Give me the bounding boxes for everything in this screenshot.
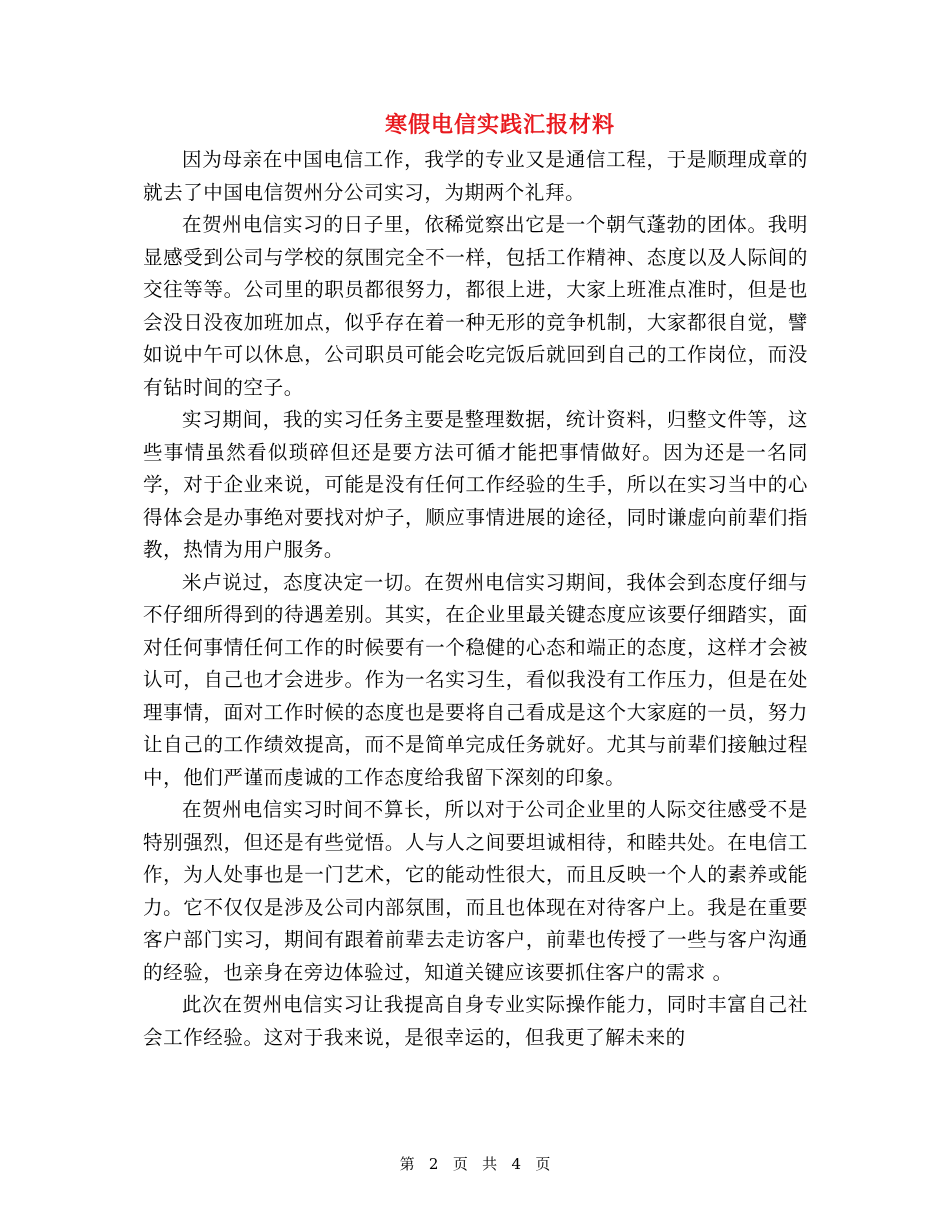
page-unit: 页 <box>452 1155 468 1173</box>
current-page-number: 2 <box>428 1155 439 1173</box>
page-label: 第 <box>399 1155 415 1173</box>
total-pages-number: 4 <box>511 1155 522 1173</box>
paragraph-2: 在贺州电信实习的日子里，依稀觉察出它是一个朝气蓬勃的团体。我明显感受到公司与学校的氛围完全不一样，包括工作精神、态度以及人际间的交往等等。公司里的职员都很努力，都很上进，大家上班准点准时，但是也会没日没夜加班加点，似乎存在着一种无形的竞争机制，大家都很自觉，譬如说中午可以休息，公司职员可能会吃完饭后就回到自己的工作岗位，而没有钻时间的空子。 <box>143 213 808 399</box>
document-title: 寒假电信实践汇报材料 <box>384 112 615 138</box>
paragraph-1: 因为母亲在中国电信工作，我学的专业又是通信工程，于是顺理成章的就去了中国电信贺州分公司实习，为期两个礼拜。 <box>143 148 808 204</box>
paragraph-4: 米卢说过，态度决定一切。在贺州电信实习期间，我体会到态度仔细与不仔细所得到的待遇差别。其实，在企业里最关键态度应该要仔细踏实，面对任何事情任何工作的时候要有一个稳健的心态和端正的态度，这样才会被认可，自己也才会进步。作为一名实习生，看似我没有工作压力，但是在处理事情，面对工作时候的态度也是要将自己看成是这个大家庭的一员，努力让自己的工作绩效提高，而不是简单完成任务就好。尤其与前辈们接触过程中，他们严谨而虔诚的工作态度给我留下深刻的印象。 <box>143 570 808 789</box>
paragraph-6: 此次在贺州电信实习让我提高自身专业实际操作能力，同时丰富自己社会工作经验。这对于我来说，是很幸运的，但我更了解未来的 <box>143 993 808 1049</box>
page-footer <box>0 1153 950 1175</box>
total-unit: 页 <box>535 1155 551 1173</box>
paragraph-3: 实习期间，我的实习任务主要是整理数据，统计资料，归整文件等，这些事情虽然看似琐碎但还是要方法可循才能把事情做好。因为还是一名同学，对于企业来说，可能是没有任何工作经验的生手，所以在实习当中的心得体会是办事绝对要找对炉子，顺应事情进展的途径，同时谦虚向前辈们指教，热情为用户服务。 <box>143 408 808 561</box>
paragraph-5: 在贺州电信实习时间不算长，所以对于公司企业里的人际交往感受不是特别强烈，但还是有些觉悟。人与人之间要坦诚相待，和睦共处。在电信工作，为人处事也是一门艺术，它的能动性很大，而且反映一个人的素养或能力。它不仅仅是涉及公司内部氛围，而且也体现在对待客户上。我是在重要客户部门实习，期间有跟着前辈去走访客户，前辈也传授了一些与客户沟通的经验，也亲身在旁边体验过，知道关键应该要抓住客户的需求 。 <box>143 798 808 984</box>
total-label: 共 <box>482 1155 498 1173</box>
document-body <box>143 144 808 1054</box>
